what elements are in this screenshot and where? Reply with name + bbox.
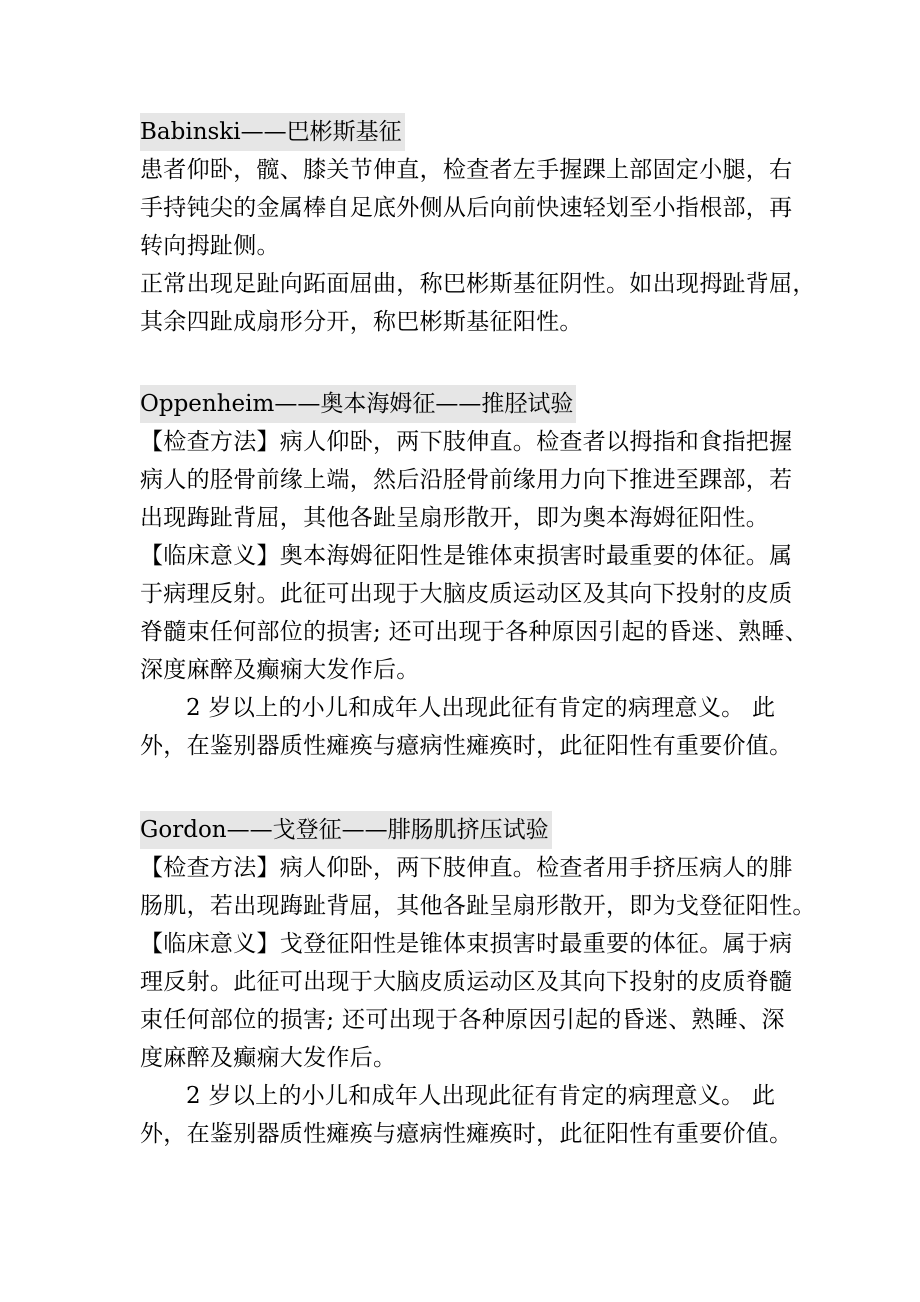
section-heading-gordon: Gordon——戈登征——腓肠肌挤压试验 [140,811,552,849]
section-gordon [140,811,816,1153]
paragraph-line: 2 岁以上的小儿和成年人出现此征有肯定的病理意义。 此 [186,695,776,721]
paragraph-line: 转向拇趾侧。 [140,233,280,259]
paragraph-line: 【临床意义】奥本海姆征阳性是锥体束损害时最重要的体征。属 [140,543,793,569]
paragraph-line: 于病理反射。此征可出现于大脑皮质运动区及其向下投射的皮质 [140,581,793,607]
section-heading-oppenheim: Oppenheim——奥本海姆征——推胫试验 [140,385,576,423]
paragraph-line: 病人的胫骨前缘上端，然后沿胫骨前缘用力向下推进至踝部，若 [140,467,793,493]
paragraph-line: 脊髓束任何部位的损害; 还可出现于各种原因引起的昏迷、熟睡、 [140,619,809,645]
paragraph-line: 理反射。此征可出现于大脑皮质运动区及其向下投射的皮质脊髓 [140,969,793,995]
section-babinski [140,113,816,341]
paragraph-line: 【检查方法】病人仰卧，两下肢伸直。检查者以拇指和食指把握 [140,429,793,455]
paragraph-line: 度麻醉及癫痫大发作后。 [140,1045,397,1071]
paragraph-line: 【检查方法】病人仰卧，两下肢伸直。检查者用手挤压病人的腓 [140,855,793,881]
paragraph-line: 深度麻醉及癫痫大发作后。 [140,657,420,683]
paragraph-line: 2 岁以上的小儿和成年人出现此征有肯定的病理意义。 此 [186,1083,776,1109]
section-heading-babinski: Babinski——巴彬斯基征 [140,113,405,151]
paragraph-line: 外，在鉴别器质性瘫痪与癔病性瘫痪时，此征阳性有重要价值。 [140,1121,793,1147]
paragraph-line: 束任何部位的损害; 还可出现于各种原因引起的昏迷、熟睡、深 [140,1007,785,1033]
paragraph-line: 患者仰卧，髋、膝关节伸直，检查者左手握踝上部固定小腿，右 [140,157,793,183]
paragraph-line: 外，在鉴别器质性瘫痪与癔病性瘫痪时，此征阳性有重要价值。 [140,733,793,759]
paragraph-line: 正常出现足趾向跖面屈曲，称巴彬斯基征阴性。如出现拇趾背屈， [140,271,816,297]
paragraph-line: 手持钝尖的金属棒自足底外侧从后向前快速轻划至小指根部，再 [140,195,793,221]
paragraph-line: 肠肌，若出现踇趾背屈，其他各趾呈扇形散开，即为戈登征阳性。 [140,893,816,919]
section-oppenheim [140,385,809,765]
paragraph-line: 其余四趾成扇形分开，称巴彬斯基征阳性。 [140,309,583,335]
paragraph-line: 【临床意义】戈登征阳性是锥体束损害时最重要的体征。属于病 [140,931,793,957]
paragraph-line: 出现踇趾背屈，其他各趾呈扇形散开，即为奥本海姆征阳性。 [140,505,770,531]
